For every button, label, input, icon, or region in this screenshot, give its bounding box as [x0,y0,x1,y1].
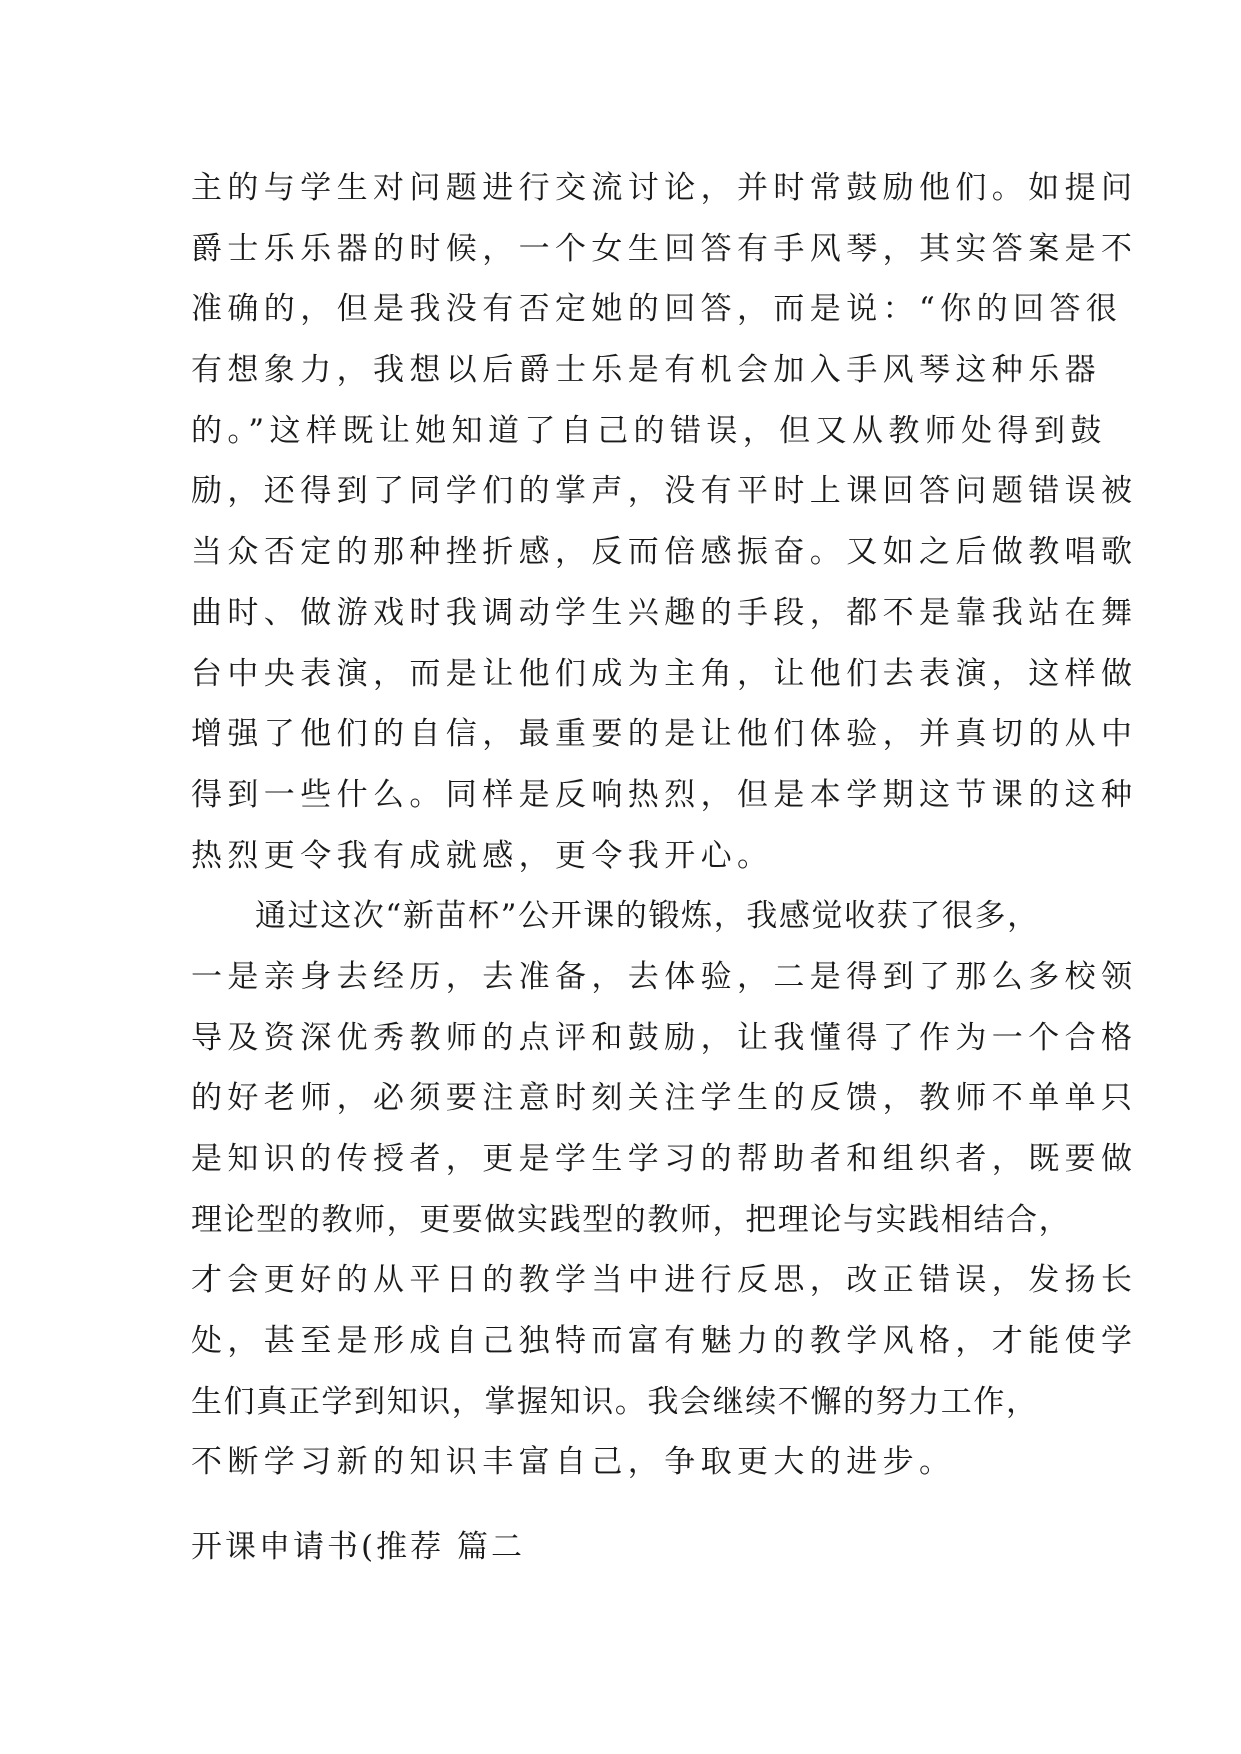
body-text [191,158,1138,1493]
text-line: 的好老师，必须要注意时刻关注学生的反馈，教师不单单只 [191,1080,1138,1117]
text-line: 主的与学生对问题进行交流讨论，并时常鼓励他们。如提问 [191,170,1138,206]
text-line: 才会更好的从平日的教学当中进行反思，改正错误，发扬长 [191,1262,1138,1299]
text-line: 爵士乐乐器的时候，一个女生回答有手风琴，其实答案是不 [191,230,1138,267]
text-line: 是知识的传授者，更是学生学习的帮助者和组织者，既要做 [191,1141,1138,1177]
paragraph-1 [191,158,1138,886]
text-line: 热烈更令我有成就感，更令我开心。 [191,837,774,874]
text-line: 处，甚至是形成自己独特而富有魅力的教学风格，才能使学 [191,1323,1138,1360]
text-line: 不断学习新的知识丰富自己，争取更大的进步。 [191,1444,956,1481]
text-line: 曲时、做游戏时我调动学生兴趣的手段，都不是靠我站在舞 [191,594,1138,631]
text-line: 通过这次“新苗杯”公开课的锻炼，我感觉收获了很多， [255,898,1040,935]
text-line: 的。”这样既让她知道了自己的错误，但又从教师处得到鼓 [191,412,1107,449]
text-line: 有想象力，我想以后爵士乐是有机会加入手风琴这种乐器 [191,352,1101,389]
paragraph-2 [191,886,1138,1493]
text-line: 得到一些什么。同样是反响热烈，但是本学期这节课的这种 [191,776,1138,813]
text-line: 增强了他们的自信，最重要的是让他们体验，并真切的从中 [191,716,1138,753]
text-line: 生们真正学到知识，掌握知识。我会继续不懈的努力工作， [191,1383,1039,1420]
text-line: 理论型的教师，更要做实践型的教师，把理论与实践相结合， [191,1201,1072,1238]
text-line: 导及资深优秀教师的点评和鼓励，让我懂得了作为一个合格 [191,1019,1138,1056]
text-line: 一是亲身去经历，去准备，去体验，二是得到了那么多校领 [191,958,1138,995]
text-line: 励，还得到了同学们的掌声，没有平时上课回答问题错误被 [191,473,1138,510]
text-line: 准确的，但是我没有否定她的回答，而是说：“你的回答很 [191,291,1123,328]
section-heading: 开课申请书(推荐 篇二 [191,1529,525,1565]
text-line: 当众否定的那种挫折感，反而倍感振奋。又如之后做教唱歌 [191,534,1138,571]
text-line: 台中央表演，而是让他们成为主角，让他们去表演，这样做 [191,655,1138,692]
